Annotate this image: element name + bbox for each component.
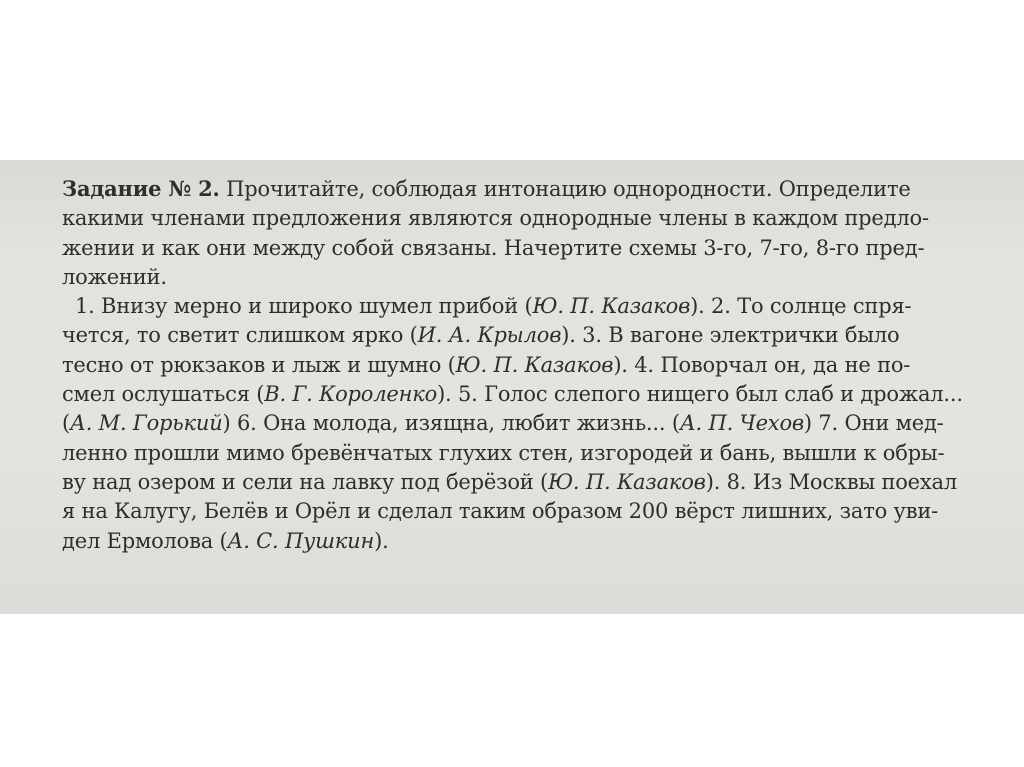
sentence-text: ). [374,528,389,553]
sentence-text: ) 6. Она молода, изящна, любит жизнь... ( [222,411,680,436]
passage-line [62,380,1012,409]
passage-line [62,497,1012,526]
task-instruction-line: Прочитайте, соблюдая интонацию однородности. Определите [219,177,911,201]
passage-line [62,468,1012,497]
task-instruction-line: какими членами предложения являются однородные члены в каждом предло- [62,206,929,231]
sentence-text: смел ослушаться ( [62,382,265,407]
passage [62,292,1012,556]
sentence-text: тесно от рюкзаков и лыж и шумно ( [62,352,456,377]
sentence-text: ) 7. Они мед- [803,411,944,436]
passage-line [62,321,1012,350]
passage-line [62,409,1012,438]
passage-line [62,351,1012,380]
task-instruction-line: жении и как они между собой связаны. Начертите схемы 3-го, 7-го, 8-го пред- [62,235,925,260]
passage-line [62,292,1012,321]
author-citation: А. С. Пушкин [227,528,375,553]
author-citation: Ю. П. Казаков [532,294,691,319]
sentence-text: ву над озером и сели на лавку под берёзой ( [62,469,549,494]
author-citation: А. М. Горький [70,411,223,436]
sentence-text: чется, то светит слишком ярко ( [62,323,418,348]
scanned-page [0,160,1024,614]
sentence-text: я на Калугу, Белёв и Орёл и сделал таким образом 200 вёрст лишних, зато уви- [62,499,939,524]
author-citation: Ю. П. Казаков [455,352,614,377]
sentence-text: ). 2. То солнце спря- [690,294,912,319]
task-first-line [62,174,1012,204]
sentence-text: ). 8. Из Москвы поехал [705,469,958,494]
author-citation: А. П. Чехов [679,411,804,436]
task-heading: Задание № 2. [62,176,220,201]
sentence-text: 1. Внизу мерно и широко шумел прибой ( [62,294,533,319]
sentence-text: дел Ермолова ( [62,528,228,553]
author-citation: И. А. Крылов [417,323,562,348]
author-citation: Ю. П. Казаков [548,469,706,494]
sentence-text: ленно прошли мимо бревёнчатых глухих стен, изгородей и бань, вышли к обры- [62,440,945,465]
sentence-text: ). 3. В вагоне электрички было [561,323,900,348]
task-instruction-line: ложений. [62,264,167,289]
sentence-text: ). 4. Поворчал он, да не по- [613,352,911,377]
sentence-text: ( [62,411,70,436]
sentence-text: ). 5. Голос слепого нищего был слаб и дрожал... [437,382,963,407]
author-citation: В. Г. Короленко [264,382,438,407]
passage-line [62,439,1012,468]
passage-line [62,527,1012,556]
exercise-text [62,174,1012,556]
